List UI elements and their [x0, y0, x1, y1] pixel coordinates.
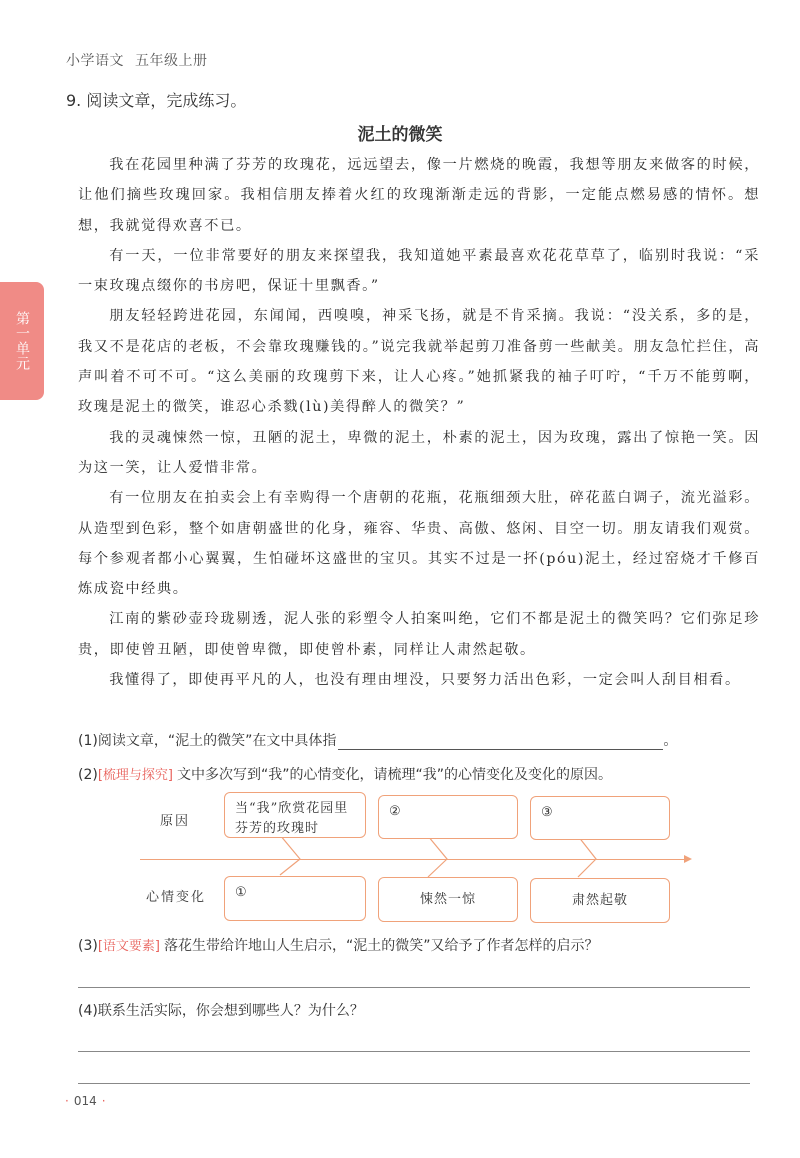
question-4-text: 联系生活实际，你会想到哪些人？为什么？	[97, 1003, 364, 1019]
mood-box-2: 悚然一惊	[378, 877, 518, 922]
question-2	[78, 764, 768, 784]
book-header	[66, 50, 207, 70]
question-1-number: (1)	[78, 733, 98, 749]
mood-change-diagram	[140, 790, 700, 930]
question-1-answer-blank[interactable]	[338, 735, 663, 750]
question-2-number: (2)	[78, 767, 98, 783]
question-4	[78, 1000, 768, 1020]
reason-box-1: 当“我”欣赏花园里芬芳的玫瑰时	[224, 792, 366, 838]
question-4-number: (4)	[78, 1003, 98, 1019]
reason-box-2[interactable]: ②	[378, 795, 518, 839]
page-number-value: 014	[73, 1094, 97, 1108]
article-paragraph: 有一位朋友在拍卖会上有幸购得一个唐朝的花瓶，花瓶细颈大肚，碎花蓝白调子，流光溢彩。从造型到色彩，整个如唐朝盛世的化身，雍容、华贵、高傲、悠闲、目空一切。朋友请我们观赏。每个参观者都小心翼翼，生怕碰坏这盛世的宝贝。其实不过是一抔(póu)泥土，经过窑烧才千修百炼成瓷中经典。	[78, 490, 760, 598]
article-paragraph: 朋友轻轻跨进花园，东闻闻，西嗅嗅，神采飞扬，就是不肯采摘。我说：“没关系，多的是，我又不是花店的老板，不会靠玫瑰赚钱的。”说完我就举起剪刀准备剪一些献美。朋友急忙拦住，高声叫着不可不可。“这么美丽的玫瑰剪下来，让人心疼。”她抓紧我的袖子叮咛，“千万不能剪啊，玫瑰是泥土的微笑，谁忍心杀戮(lù)美得醉人的微笑？”	[78, 308, 760, 416]
question-3-number: (3)	[78, 938, 98, 954]
article-title: 泥土的微笑	[357, 125, 443, 145]
book-subject: 小学语文	[66, 53, 124, 69]
question-3-text: 落花生带给许地山人生启示，“泥土的微笑”又给予了作者怎样的启示？	[164, 938, 599, 954]
question-4-answer-line-2[interactable]	[78, 1083, 750, 1084]
question-3	[78, 935, 768, 955]
question-title: 9. 阅读文章，完成练习。	[66, 91, 247, 110]
question-1	[78, 730, 768, 750]
page-number	[60, 1094, 111, 1108]
dot-icon: ·	[101, 1094, 106, 1108]
dot-icon: ·	[65, 1094, 69, 1108]
article-paragraph: 江南的紫砂壶玲珑剔透，泥人张的彩塑令人拍案叫绝，它们不都是泥土的微笑吗？它们弥足珍贵，即使曾丑陋，即使曾卑微，即使曾朴素，同样让人肃然起敬。	[78, 611, 760, 658]
question-3-tag: [语文要素]	[97, 939, 160, 954]
question-2-text: 文中多次写到“我”的心情变化，请梳理“我”的心情变化及变化的原因。	[177, 767, 613, 783]
unit-side-tab	[0, 282, 44, 400]
question-2-tag: [梳理与探究]	[97, 768, 173, 783]
article-paragraph: 我的灵魂悚然一惊，丑陋的泥土，卑微的泥土，朴素的泥土，因为玫瑰，露出了惊艳一笑。因为这一笑，让人爱惜非常。	[78, 429, 760, 476]
question-3-answer-line[interactable]	[78, 987, 750, 988]
article-paragraph: 我在花园里种满了芬芳的玫瑰花，远远望去，像一片燃烧的晚霞，我想等朋友来做客的时候，让他们摘些玫瑰回家。我相信朋友捧着火红的玫瑰渐渐走远的背影，一定能点燃易感的情怀。想想，我就觉得欢喜不已。	[78, 157, 760, 234]
question-4-answer-line-1[interactable]	[78, 1051, 750, 1052]
reason-box-3[interactable]: ③	[530, 796, 670, 840]
question-1-text: 阅读文章，“泥土的微笑”在文中具体指	[97, 733, 337, 749]
diagram-mood-label: 心情变化	[146, 890, 207, 905]
mood-box-3: 肃然起敬	[530, 878, 670, 923]
diagram-reason-label: 原因	[160, 814, 191, 829]
article-body	[78, 150, 760, 695]
question-1-suffix: 。	[663, 733, 678, 749]
unit-label: 第一单元	[14, 311, 30, 371]
article-paragraph: 我懂得了，即使再平凡的人，也没有理由埋没，只要努力活出色彩，一定会叫人刮目相看。	[109, 672, 741, 689]
book-grade: 五年级上册	[134, 53, 208, 69]
article-paragraph: 有一天，一位非常要好的朋友来探望我，我知道她平素最喜欢花花草草了，临别时我说：“采一束玫瑰点缀你的书房吧，保证十里飘香。”	[78, 247, 760, 295]
mood-box-1[interactable]: ①	[224, 876, 366, 921]
